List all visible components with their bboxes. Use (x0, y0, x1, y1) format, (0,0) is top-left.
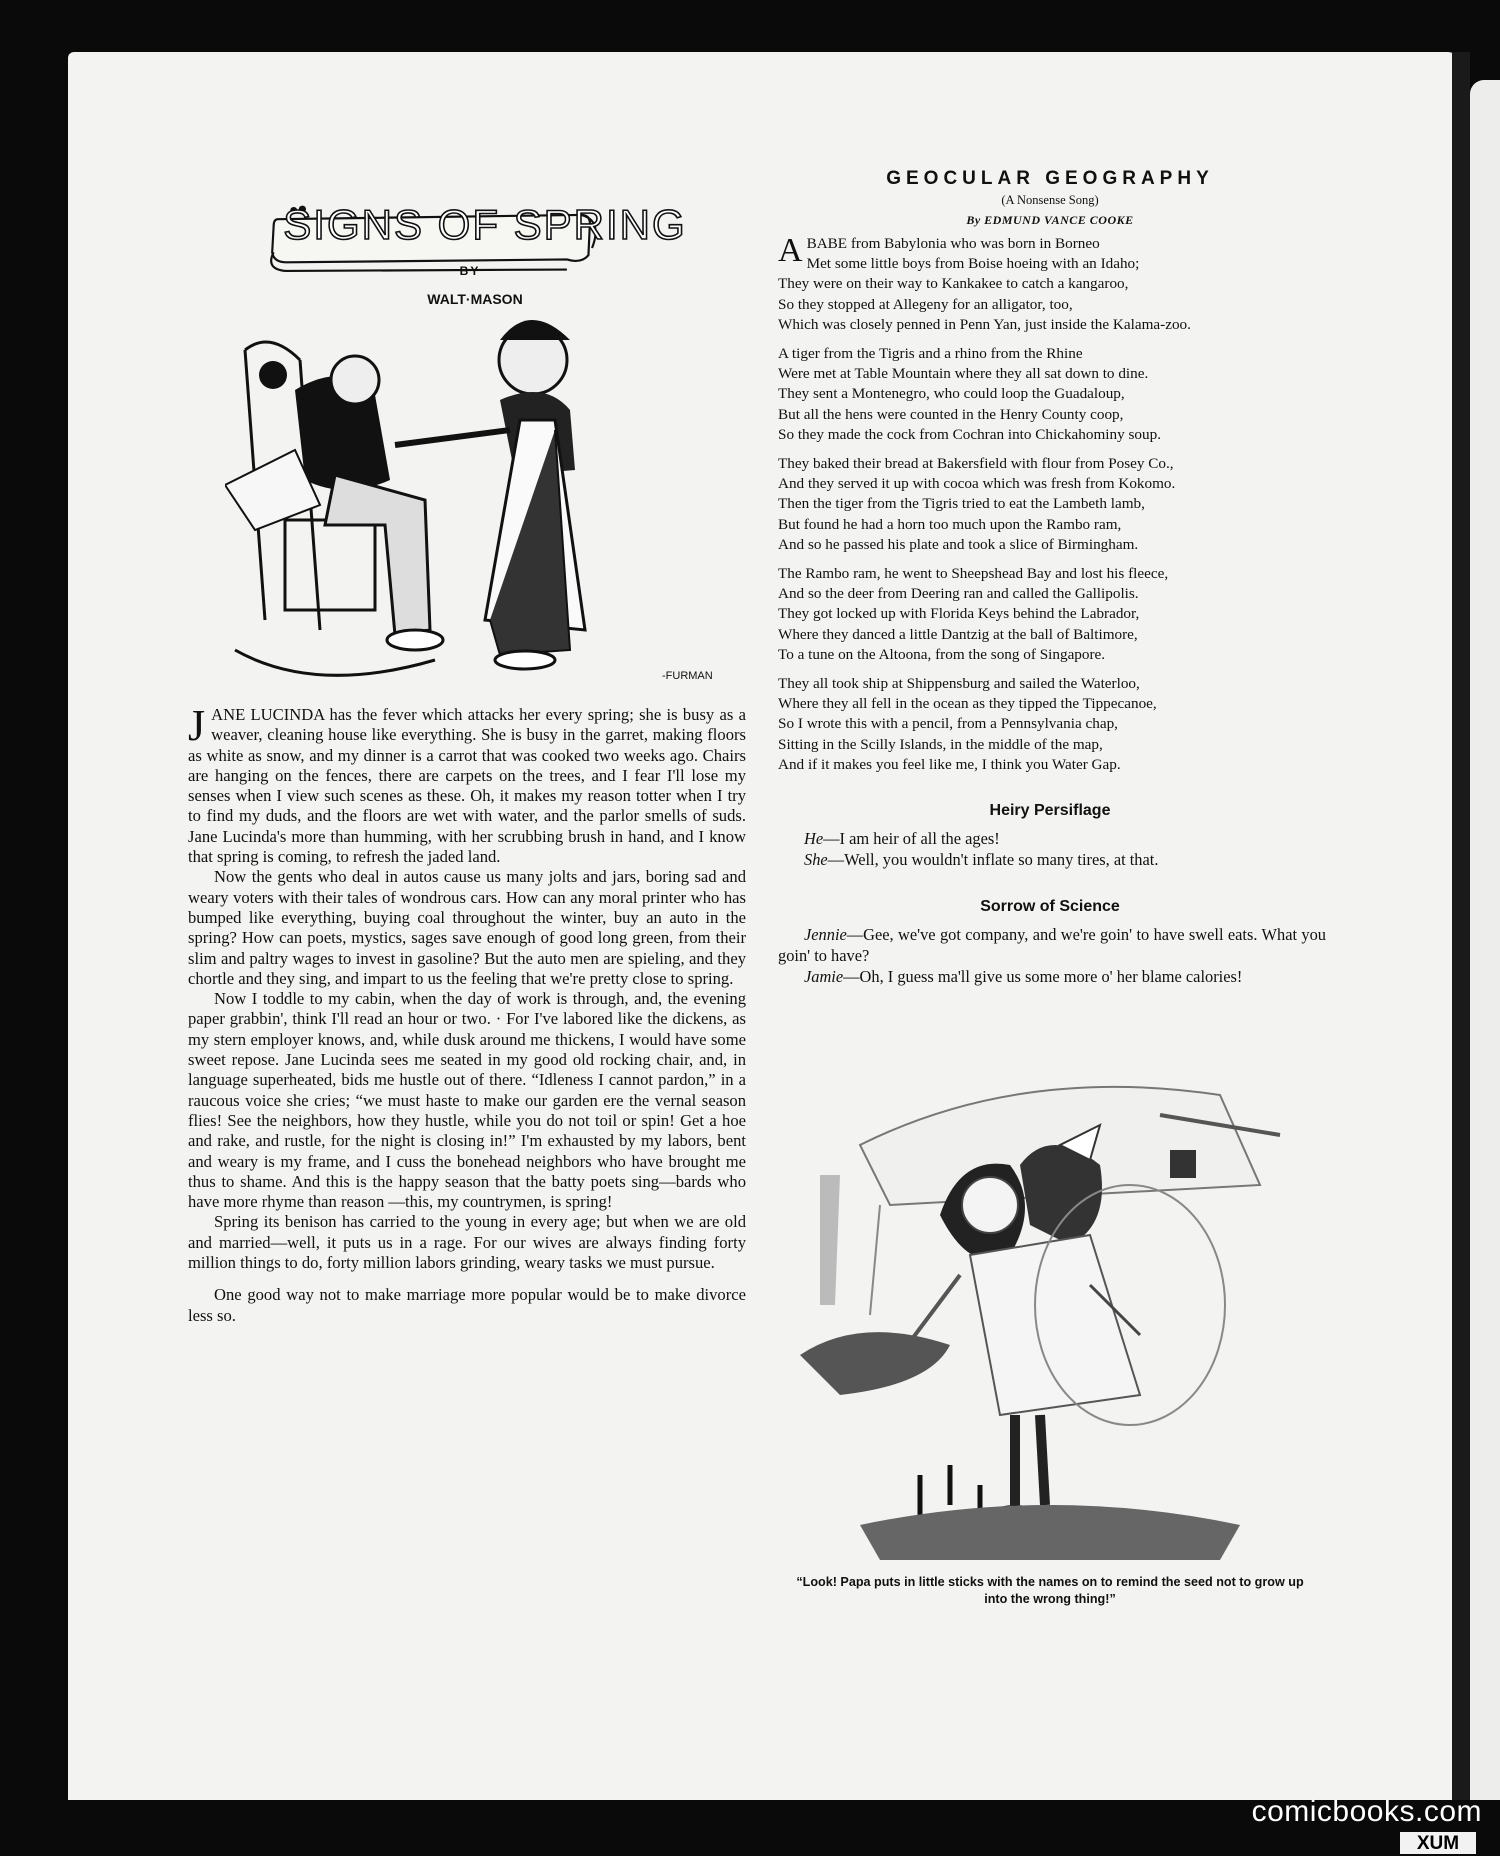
illustrator-signature: -FURMAN (662, 670, 713, 682)
paragraph-4: Spring its benison has carried to the young in every age; but when we are old and married—well, it puts us in a rage. For our wives are always finding forty million things to do, forty million labors grinding, weary tasks we must pursue. (188, 1212, 746, 1273)
stanza-5: They all took ship at Shippensburg and sailed the Waterloo, Where they all fell in the ocean as they tipped the Tippecanoe, So I wrote this with a pencil, from a Pennsylvania chap, Sitting in the Scilly Islands, in the middle of the map, And if it makes you feel like me, I think you Water Gap. (778, 675, 1157, 773)
sorrow-body: Jennie—Gee, we've got company, and we're goin' to have swell eats. What you goin' to have? Jamie—Oh, I guess ma'll give us some more o' her blame calories! (778, 925, 1326, 986)
byline-by: BY (459, 264, 481, 278)
drop-cap: J (188, 701, 206, 750)
stanza-3: They baked their bread at Bakersfield with flour from Posey Co., And they served it up with cocoa which was fresh from Kokomo. Then the tiger from the Tigris tried to eat the Lambeth lamb, But found he had a horn too much upon the Rambo ram, And so he passed his plate and took a slice of Birmingham. (778, 455, 1176, 553)
facing-page-edge (1470, 80, 1500, 1800)
heiry-body: He—I am heir of all the ages! She—Well, you wouldn't inflate so many tires, at that. (804, 829, 1159, 869)
stanza-1: A BABE from Babylonia who was born in Borneo Met some little boys from Boise hoeing with an Idaho; They were on their way to Kankakee to catch a kangaroo, So they stopped at Allegeny for an alligator, too, Which was closely penned in Penn Yan, just inside the Kalama-zoo. (778, 232, 1191, 333)
scanner-badge: XUM (1400, 1832, 1476, 1854)
joke-marriage: One good way not to make marriage more popular would be to make divorce less so. (188, 1285, 746, 1325)
illustration-rocking-chair-scene (225, 300, 695, 695)
article-title: SIGNS OF SPRING (283, 201, 687, 248)
poem-drop-cap: A (778, 232, 803, 269)
stanza-2: A tiger from the Tigris and a rhino from the Rhine Were met at Table Mountain where they all sat down to dine. They sent a Montenegro, who could loop the Guadaloup, But all the hens were counted in the Henry County coop, So they made the cock from Cochran into Chickahominy soup. (778, 345, 1161, 443)
poem-body (778, 234, 1338, 784)
site-watermark: comicbooks.com (1251, 1795, 1482, 1828)
paragraph-2: Now the gents who deal in autos cause us many jolts and jars, boring sad and weary voters with their tales of wondrous cars. How can any moral printer who has bumped like everything, buying coal throughout the winter, buy an auto in the spring? How can poets, mystics, sages save enough of good long green, from their slim and paltry wages to invest in gasoline? But the auto men are spieling, and they chortle and they sing, and impart to us the feeling that we're pretty close to spring. (188, 867, 746, 988)
heiry-title: Heiry Persiflage (989, 802, 1111, 819)
poem-subtitle: (A Nonsense Song) (1001, 193, 1099, 207)
poem-byline: By EDMUND VANCE COOKE (966, 213, 1134, 227)
book-spine (1452, 52, 1470, 1800)
stanza-4: The Rambo ram, he went to Sheepshead Bay and lost his fleece, And so the deer from Deering ran and called the Gallipolis. They got locked up with Florida Keys behind the Labrador, Where they danced a little Dantzig at the ball of Baltimore, To a tune on the Altoona, from the song of Singapore. (778, 565, 1169, 663)
illustration-caption: “Look! Papa puts in little sticks with the names on to remind the seed not to grow up into the wrong thing!” (796, 1575, 1304, 1606)
poem-title: GEOCULAR GEOGRAPHY (886, 168, 1214, 189)
paragraph-3: Now I toddle to my cabin, when the day of work is through, and, the evening paper grabbin', think I'll read an hour or two. · For I've labored like the dickens, as my stern employer knows, and, while dusk around me thickens, I would have some sweet repose. Jane Lucinda sees me seated in my good old rocking chair, and, in language superheated, bids me hustle out of there. “Idleness I cannot pardon,” in a raucous voice she cries; “we must haste to make our garden ere the vernal season flies! See the neighbors, how they hustle, while you do not toil or spin! Get a hoe and rake, and rustle, for the night is closing in!” I'm exhausted by my labors, bent and weary is my frame, and I cuss the bonehead neighbors who have brought me thus to shame. And this is the happy season that the batty poets sing—bards who have more rhyme than reason —this, my countrymen, is spring! (188, 989, 746, 1212)
paragraph-1: JANE LUCINDA has the fever which attacks her every spring; she is busy as a weaver, cleaning house like everything. She is busy in the garret, making floors as white as snow, and my dinner is a carrot that was cooked two weeks ago. Chairs are hanging on the fences, there are carpets on the trees, and I fear I'll lose my senses when I view such scenes as these. Oh, it makes my reason totter when I try to find my duds, and the floors are wet with water, and the parlor smells of suds. Jane Lucinda's more than humming, with her scrubbing brush in hand, and I know that spring is coming, to refresh the jaded land. (188, 701, 746, 867)
illustration-girls-garden (800, 1055, 1300, 1560)
article-author: WALT·MASON (427, 291, 523, 307)
article-body (188, 701, 746, 1326)
sorrow-title: Sorrow of Science (980, 898, 1120, 915)
